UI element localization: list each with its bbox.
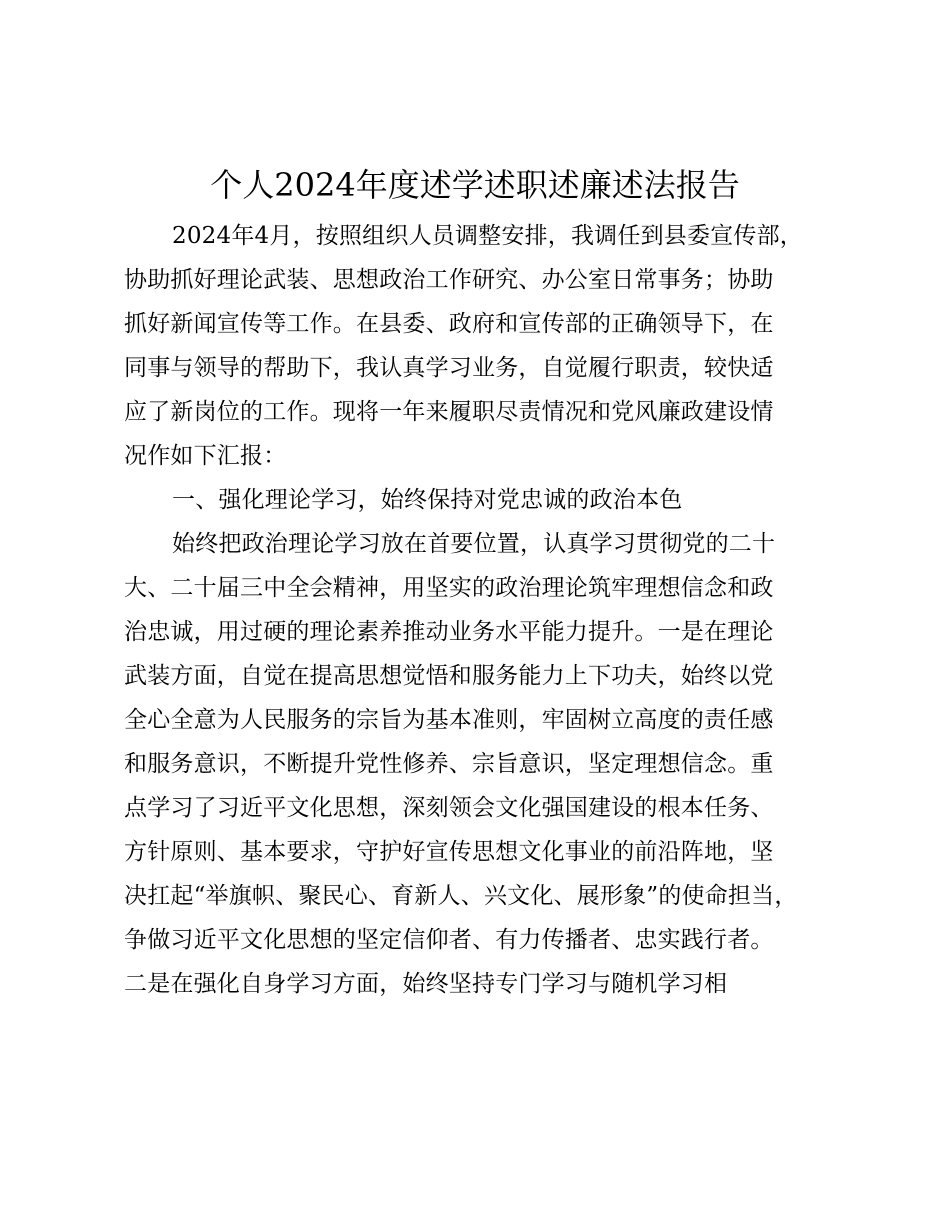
- paragraph-line: 应了新岗位的工作。现将一年来履职尽责情况和党风廉政建设情: [124, 399, 774, 425]
- paragraph-line: 点学习了习近平文化思想，深刻领会文化强国建设的根本任务、: [124, 795, 774, 821]
- paragraph-line: 大、二十届三中全会精神，用坚实的政治理论筑牢理想信念和政: [124, 575, 774, 601]
- paragraph-line: 同事与领导的帮助下，我认真学习业务，自觉履行职责，较快适: [124, 355, 774, 381]
- paragraph-line: 方针原则、基本要求，守护好宣传思想文化事业的前沿阵地，坚: [124, 839, 774, 865]
- paragraph-line: 决扛起“举旗帜、聚民心、育新人、兴文化、展形象”的使命担当，: [124, 883, 798, 909]
- document-title: 个人2024年度述学述职述廉述法报告: [210, 166, 740, 204]
- paragraph-line: 二是在强化自身学习方面，始终坚持专门学习与随机学习相: [124, 971, 728, 997]
- paragraph-line: 抓好新闻宣传等工作。在县委、政府和宣传部的正确领导下，在: [124, 311, 774, 337]
- paragraph-line: 况作如下汇报：: [124, 443, 287, 469]
- paragraph-line: 始终把政治理论学习放在首要位置，认真学习贯彻党的二十: [172, 531, 776, 557]
- paragraph-line: 2024年4月，按照组织人员调整安排，我调任到县委宣传部，: [172, 223, 803, 249]
- paragraph-line: 争做习近平文化思想的坚定信仰者、有力传播者、忠实践行者。: [124, 927, 774, 953]
- document-body: [124, 214, 836, 1006]
- paragraph-line: 全心全意为人民服务的宗旨为基本准则，牢固树立高度的责任感: [124, 707, 774, 733]
- paragraph-line: 协助抓好理论武装、思想政治工作研究、办公室日常事务；协助: [124, 267, 774, 293]
- paragraph-line: 和服务意识，不断提升党性修养、宗旨意识，坚定理想信念。重: [124, 751, 774, 777]
- paragraph-line: 治忠诚，用过硬的理论素养推动业务水平能力提升。一是在理论: [124, 619, 774, 645]
- section-heading: 一、强化理论学习，始终保持对党忠诚的政治本色: [172, 487, 683, 513]
- paragraph-line: 武装方面，自觉在提高思想觉悟和服务能力上下功夫，始终以党: [124, 663, 774, 689]
